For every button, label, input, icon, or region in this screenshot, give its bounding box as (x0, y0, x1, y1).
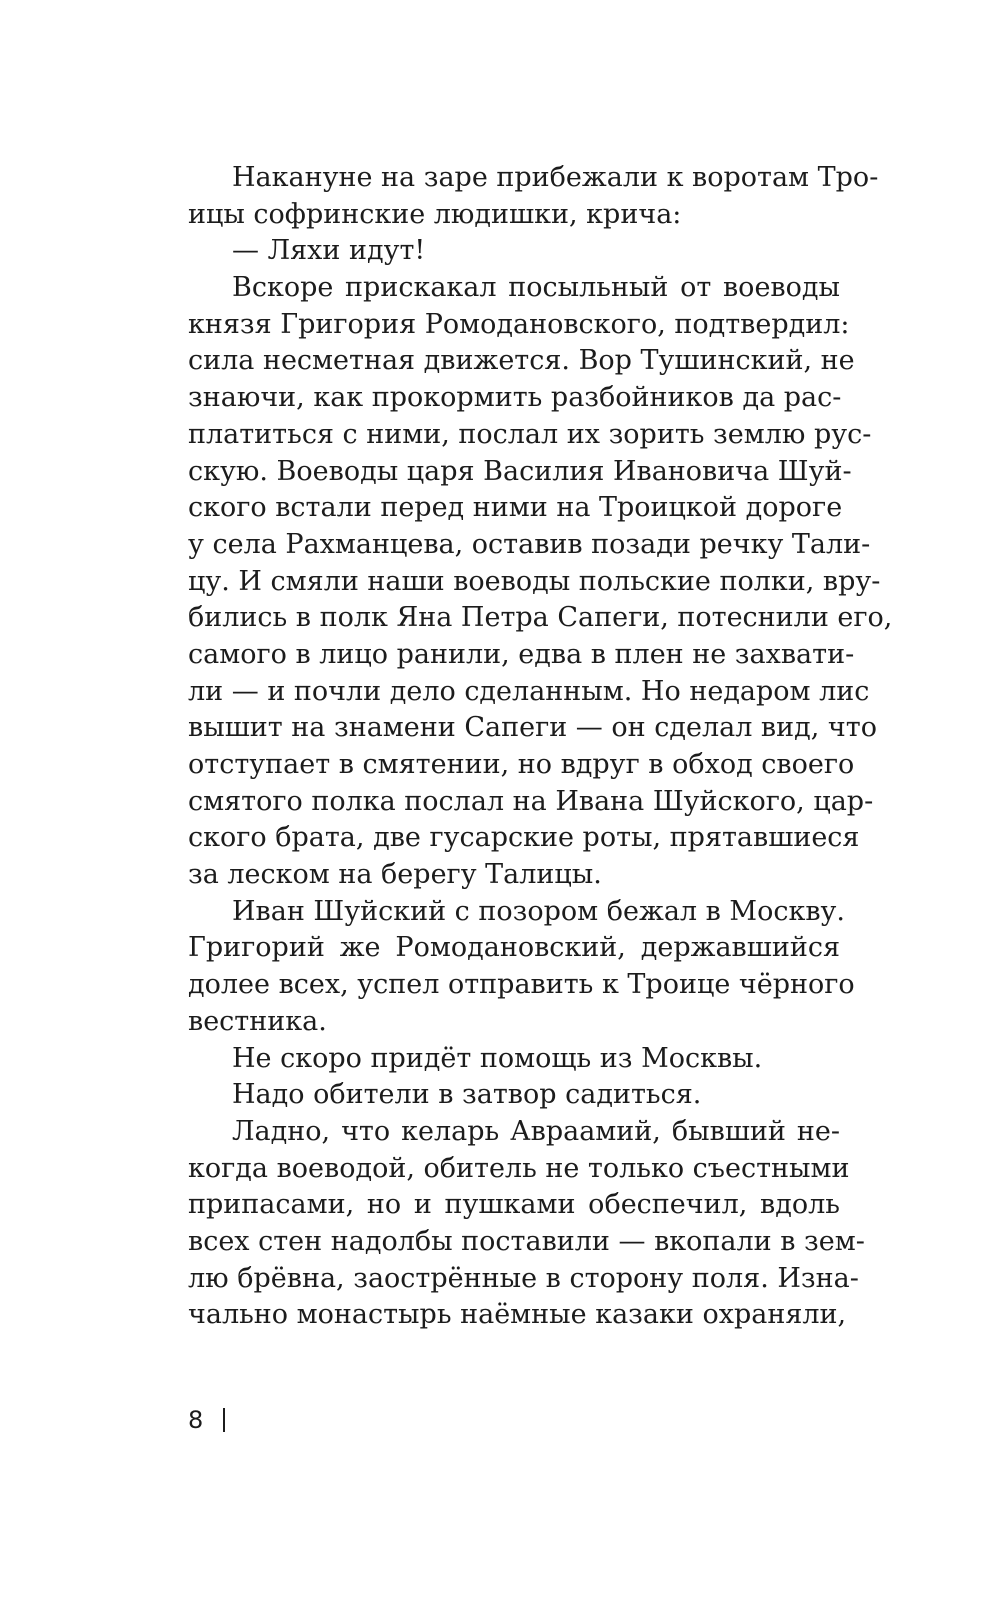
text-line: припасами, но и пушками обеспечил, вдоль (188, 1189, 840, 1221)
text-line: — Ляхи идут! (232, 235, 426, 267)
text-line: Не скоро придёт помощь из Москвы. (232, 1042, 763, 1074)
text-line: Ладно, что келарь Авраамий, бывший не- (232, 1115, 840, 1147)
footer-divider (223, 1408, 225, 1432)
text-line: у села Рахманцева, оставив позади речку Тали- (188, 528, 871, 560)
text-line: Вскоре прискакал посыльный от воеводы (232, 272, 840, 304)
text-line: скую. Воеводы царя Василия Ивановича Шуй- (188, 455, 852, 487)
text-line: за леском на берегу Талицы. (188, 859, 602, 891)
text-line: вышит на знамени Сапеги — он сделал вид, что (188, 712, 877, 744)
text-line: ского брата, две гусарские роты, прятавшиеся (188, 822, 860, 854)
text-line: платиться с ними, послал их зорить землю рус- (188, 418, 872, 450)
text-line: когда воеводой, обитель не только съестными (188, 1152, 850, 1184)
text-line: знаючи, как прокормить разбойников да рас- (188, 382, 842, 414)
text-line: Григорий же Ромодановский, державшийся (188, 932, 840, 964)
text-line: самого в лицо ранили, едва в плен не захвати- (188, 638, 855, 670)
text-line: всех стен надолбы поставили — вкопали в зем- (188, 1225, 865, 1257)
text-line: князя Григория Ромодановского, подтвердил: (188, 308, 850, 340)
body-text (188, 160, 893, 1334)
page-footer (188, 1406, 225, 1434)
text-line: долее всех, успел отправить к Троице чёрного (188, 969, 855, 1001)
text-line: ли — и почли дело сделанным. Но недаром лис (188, 675, 870, 707)
text-line: цу. И смяли наши воеводы польские полки, вру- (188, 565, 881, 597)
text-line: сила несметная движется. Вор Тушинский, не (188, 345, 855, 377)
text-line: чально монастырь наёмные казаки охраняли, (188, 1299, 847, 1331)
text-line: отступает в смятении, но вдруг в обход своего (188, 749, 855, 780)
text-line: бились в полк Яна Петра Сапеги, потеснили его, (188, 602, 893, 634)
page-number: 8 (188, 1406, 204, 1434)
text-line: вестника. (188, 1005, 327, 1037)
text-line: лю брёвна, заострённые в сторону поля. Изна- (188, 1262, 859, 1294)
text-line: Иван Шуйский с позором бежал в Москву. (232, 895, 845, 927)
text-line: смятого полка послал на Ивана Шуйского, цар- (188, 785, 874, 817)
text-line: Накануне на заре прибежали к воротам Тро- (232, 162, 879, 193)
text-line: Надо обители в затвор садиться. (232, 1079, 702, 1111)
text-line: ицы софринские людишки, крича: (188, 198, 682, 230)
text-line: ского встали перед ними на Троицкой дороге (188, 492, 843, 524)
